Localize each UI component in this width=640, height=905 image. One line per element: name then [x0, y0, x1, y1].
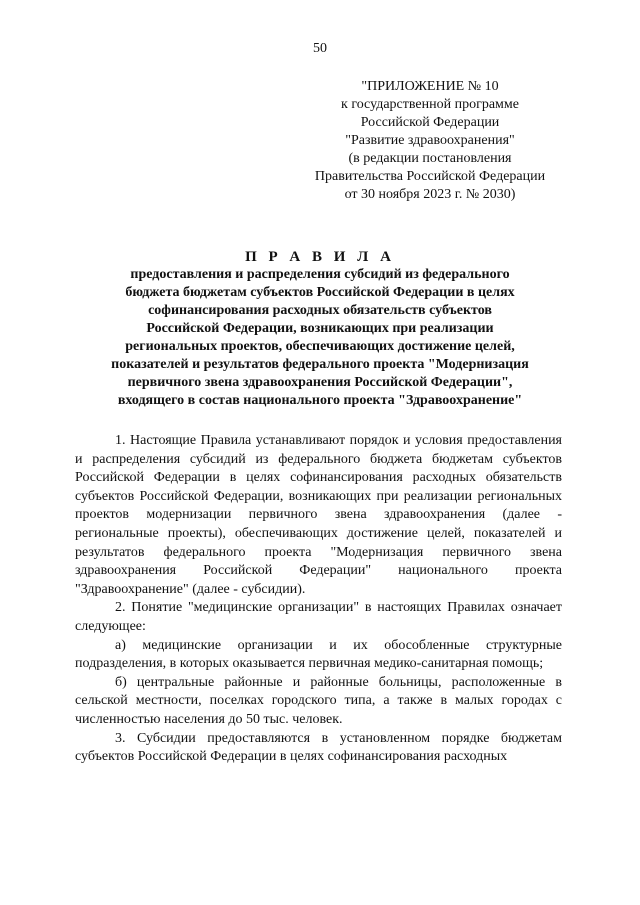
appendix-line: Правительства Российской Федерации	[314, 169, 546, 184]
rules-title: П Р А В И Л А	[245, 249, 395, 265]
body-text	[75, 432, 562, 767]
rules-subtitle	[70, 266, 570, 410]
paragraph-2b: б) центральные районные и районные больницы, расположенные в сельской местности, поселках городского типа, а также в малых городах с численностью населения до 50 тыс. человек.	[75, 674, 562, 727]
subtitle-line: Российской Федерации, возникающих при реализации	[146, 321, 494, 336]
subtitle-line: показателей и результатов федерального проекта "Модернизация	[111, 357, 529, 372]
appendix-line: "ПРИЛОЖЕНИЕ № 10	[361, 79, 499, 94]
subtitle-line: входящего в состав национального проекта "Здравоохранение"	[117, 393, 523, 408]
appendix-header	[300, 78, 560, 204]
subtitle-line: региональных проектов, обеспечивающих достижение целей,	[125, 339, 515, 354]
subtitle-line: софинансирования расходных обязательств субъектов	[148, 303, 492, 318]
paragraph-3: 3. Субсидии предоставляются в установленном порядке бюджетам субъектов Российской Федерации в целях софинансирования расходных	[75, 730, 562, 765]
appendix-line: "Развитие здравоохранения"	[345, 133, 515, 148]
subtitle-line: предоставления и распределения субсидий из федерального	[130, 267, 510, 282]
paragraph-2: 2. Понятие "медицинские организации" в настоящих Правилах означает следующее:	[75, 600, 562, 634]
subtitle-line: бюджета бюджетам субъектов Российской Федерации в целях	[125, 285, 515, 300]
appendix-line: Российской Федерации	[360, 115, 500, 130]
appendix-line: от 30 ноября 2023 г. № 2030)	[344, 187, 516, 202]
paragraph-1: 1. Настоящие Правила устанавливают порядок и условия предоставления и распределения субсидий из федерального бюджета бюджетам субъектов Российской Федерации в целях софинансирования расходных обязательств субъектов Российской Федерации, возникающих при реализации региональных проектов модернизации первичного звена здравоохранения (далее - региональные проекты), обеспечивающих достижение целей, показателей и результатов федерального проекта "Модернизация первичного звена здравоохранения Российской Федерации" национального проекта "Здравоохранение" (далее - субсидии).	[75, 433, 562, 597]
appendix-line: к государственной программе	[341, 97, 519, 112]
appendix-line: (в редакции постановления	[348, 151, 512, 166]
paragraph-2a: а) медицинские организации и их обособленные структурные подразделения, в которых оказывается первичная медико-санитарная помощь;	[75, 637, 562, 672]
subtitle-line: первичного звена здравоохранения Российской Федерации",	[127, 375, 513, 390]
page-number: 50	[313, 41, 327, 56]
